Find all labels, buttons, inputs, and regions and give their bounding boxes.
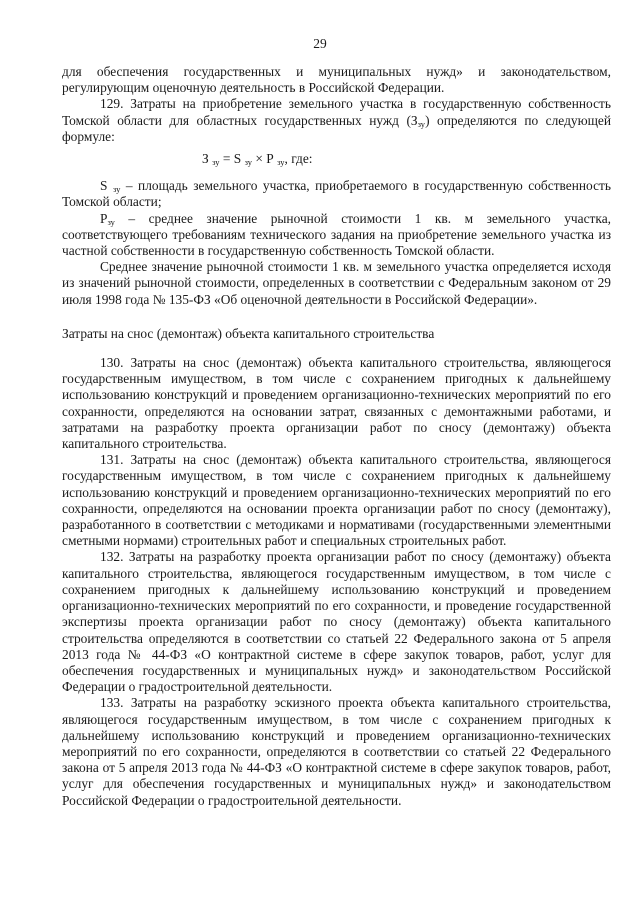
paragraph-131: 131. Затраты на снос (демонтаж) объекта капитального строительства, являющегося государственным имуществом, в том числе с сохранением пригодных к дальнейшему использованию конструкций и проведением организационно-технических мероприятий по его сохранности, определяются на основании проекта организации работ по сносу (демонтажу), разработанного в соответствии с методиками и нормативами (государственными элементными сметными нормами) строительных работ и специальных строительных работ. — [62, 452, 611, 549]
formula-part: З — [202, 151, 209, 167]
definition-s-symbol: S — [100, 178, 108, 194]
definition-p-subscript: зу — [107, 216, 115, 227]
formula-subscript: зу — [244, 157, 253, 168]
paragraph-129-subscript: зу — [417, 118, 426, 129]
formula-part: , где: — [284, 151, 313, 167]
formula-subscript: зу — [277, 157, 285, 168]
section-heading: Затраты на снос (демонтаж) объекта капитального строительства — [62, 325, 435, 341]
definition-p-text: – среднее значение рыночной стоимости 1 кв. м земельного участка, соответствующего требованиям технического задания на приобретение земельного участка из частной собственности в государственную собственность Томской области. — [62, 210, 611, 259]
formula-part: = S — [219, 151, 242, 167]
definition-p — [62, 211, 611, 260]
paragraph-130: 130. Затраты на снос (демонтаж) объекта капитального строительства, являющегося государственным имуществом, в том числе с сохранением пригодных к дальнейшему использованию конструкций и проведением организационно-технических мероприятий по его сохранности, определяются на основании затрат, связанных с демонтажными работами, и затратами на разработку проекта организации работ по сносу (демонтажу) объекта капитального строительства. — [62, 355, 611, 452]
paragraph-132: 132. Затраты на разработку проекта организации работ по сносу (демонтажу) объекта капитального строительства, являющегося государственным имуществом, в том числе с сохранением пригодных к дальнейшему использованию конструкций и проведением организационно-технических мероприятий по его сохранности, и проведение государственной экспертизы проекта организации работ по сносу (демонтажу) объекта капитального строительства определяются в соответствии со статьей 22 Федерального закона от 5 апреля 2013 года № 44-ФЗ «О контрактной системе в сфере закупок товаров, работ, услуг для обеспечения государственных и муниципальных нужд» и законодательством Российской Федерации о градостроительной деятельности. — [62, 549, 611, 695]
paragraph-129 — [62, 96, 611, 145]
definition-s-subscript: зу — [112, 184, 121, 195]
paragraph-average-value: Среднее значение рыночной стоимости 1 кв. м земельного участка определяется исходя из значений рыночной стоимости, определенных в соответствии с Федеральным законом от 29 июля 1998 года № 135-ФЗ «Об оценочной деятельности в Российской Федерации». — [62, 259, 611, 307]
definition-s-text: – площадь земельного участка, приобретаемого в государственную собственность Томской области; — [62, 178, 611, 210]
formula-part: × Р — [252, 151, 274, 167]
document-body — [62, 64, 611, 809]
paragraph-continuation: для обеспечения государственных и муниципальных нужд» и законодательством, регулирующим оценочную деятельность в Российской Федерации. — [62, 64, 611, 96]
page-number: 29 — [313, 36, 327, 51]
definition-s — [62, 178, 611, 210]
definition-p-symbol: Р — [100, 210, 108, 226]
paragraph-129-text-end: ) определяются по следующей формуле: — [62, 112, 611, 144]
paragraph-133: 133. Затраты на разработку эскизного проекта объекта капитального строительства, являющегося государственным имуществом, в том числе с сохранением пригодных к дальнейшему использованию конструкций и проведением организационно-технических мероприятий по его сохранности, определяются в соответствии со статьей 22 Федерального закона от 5 апреля 2013 года № 44-ФЗ «О контрактной системе в сфере закупок товаров, работ, услуг для обеспечения государственных и муниципальных нужд» и законодательством Российской Федерации о градостроительной деятельности. — [62, 695, 611, 808]
formula-subscript: зу — [212, 157, 220, 168]
paragraph-129-text: 129. Затраты на приобретение земельного участка в государственную собственность Томской области для областных государственных нужд (З — [62, 96, 611, 128]
formula — [62, 151, 611, 167]
